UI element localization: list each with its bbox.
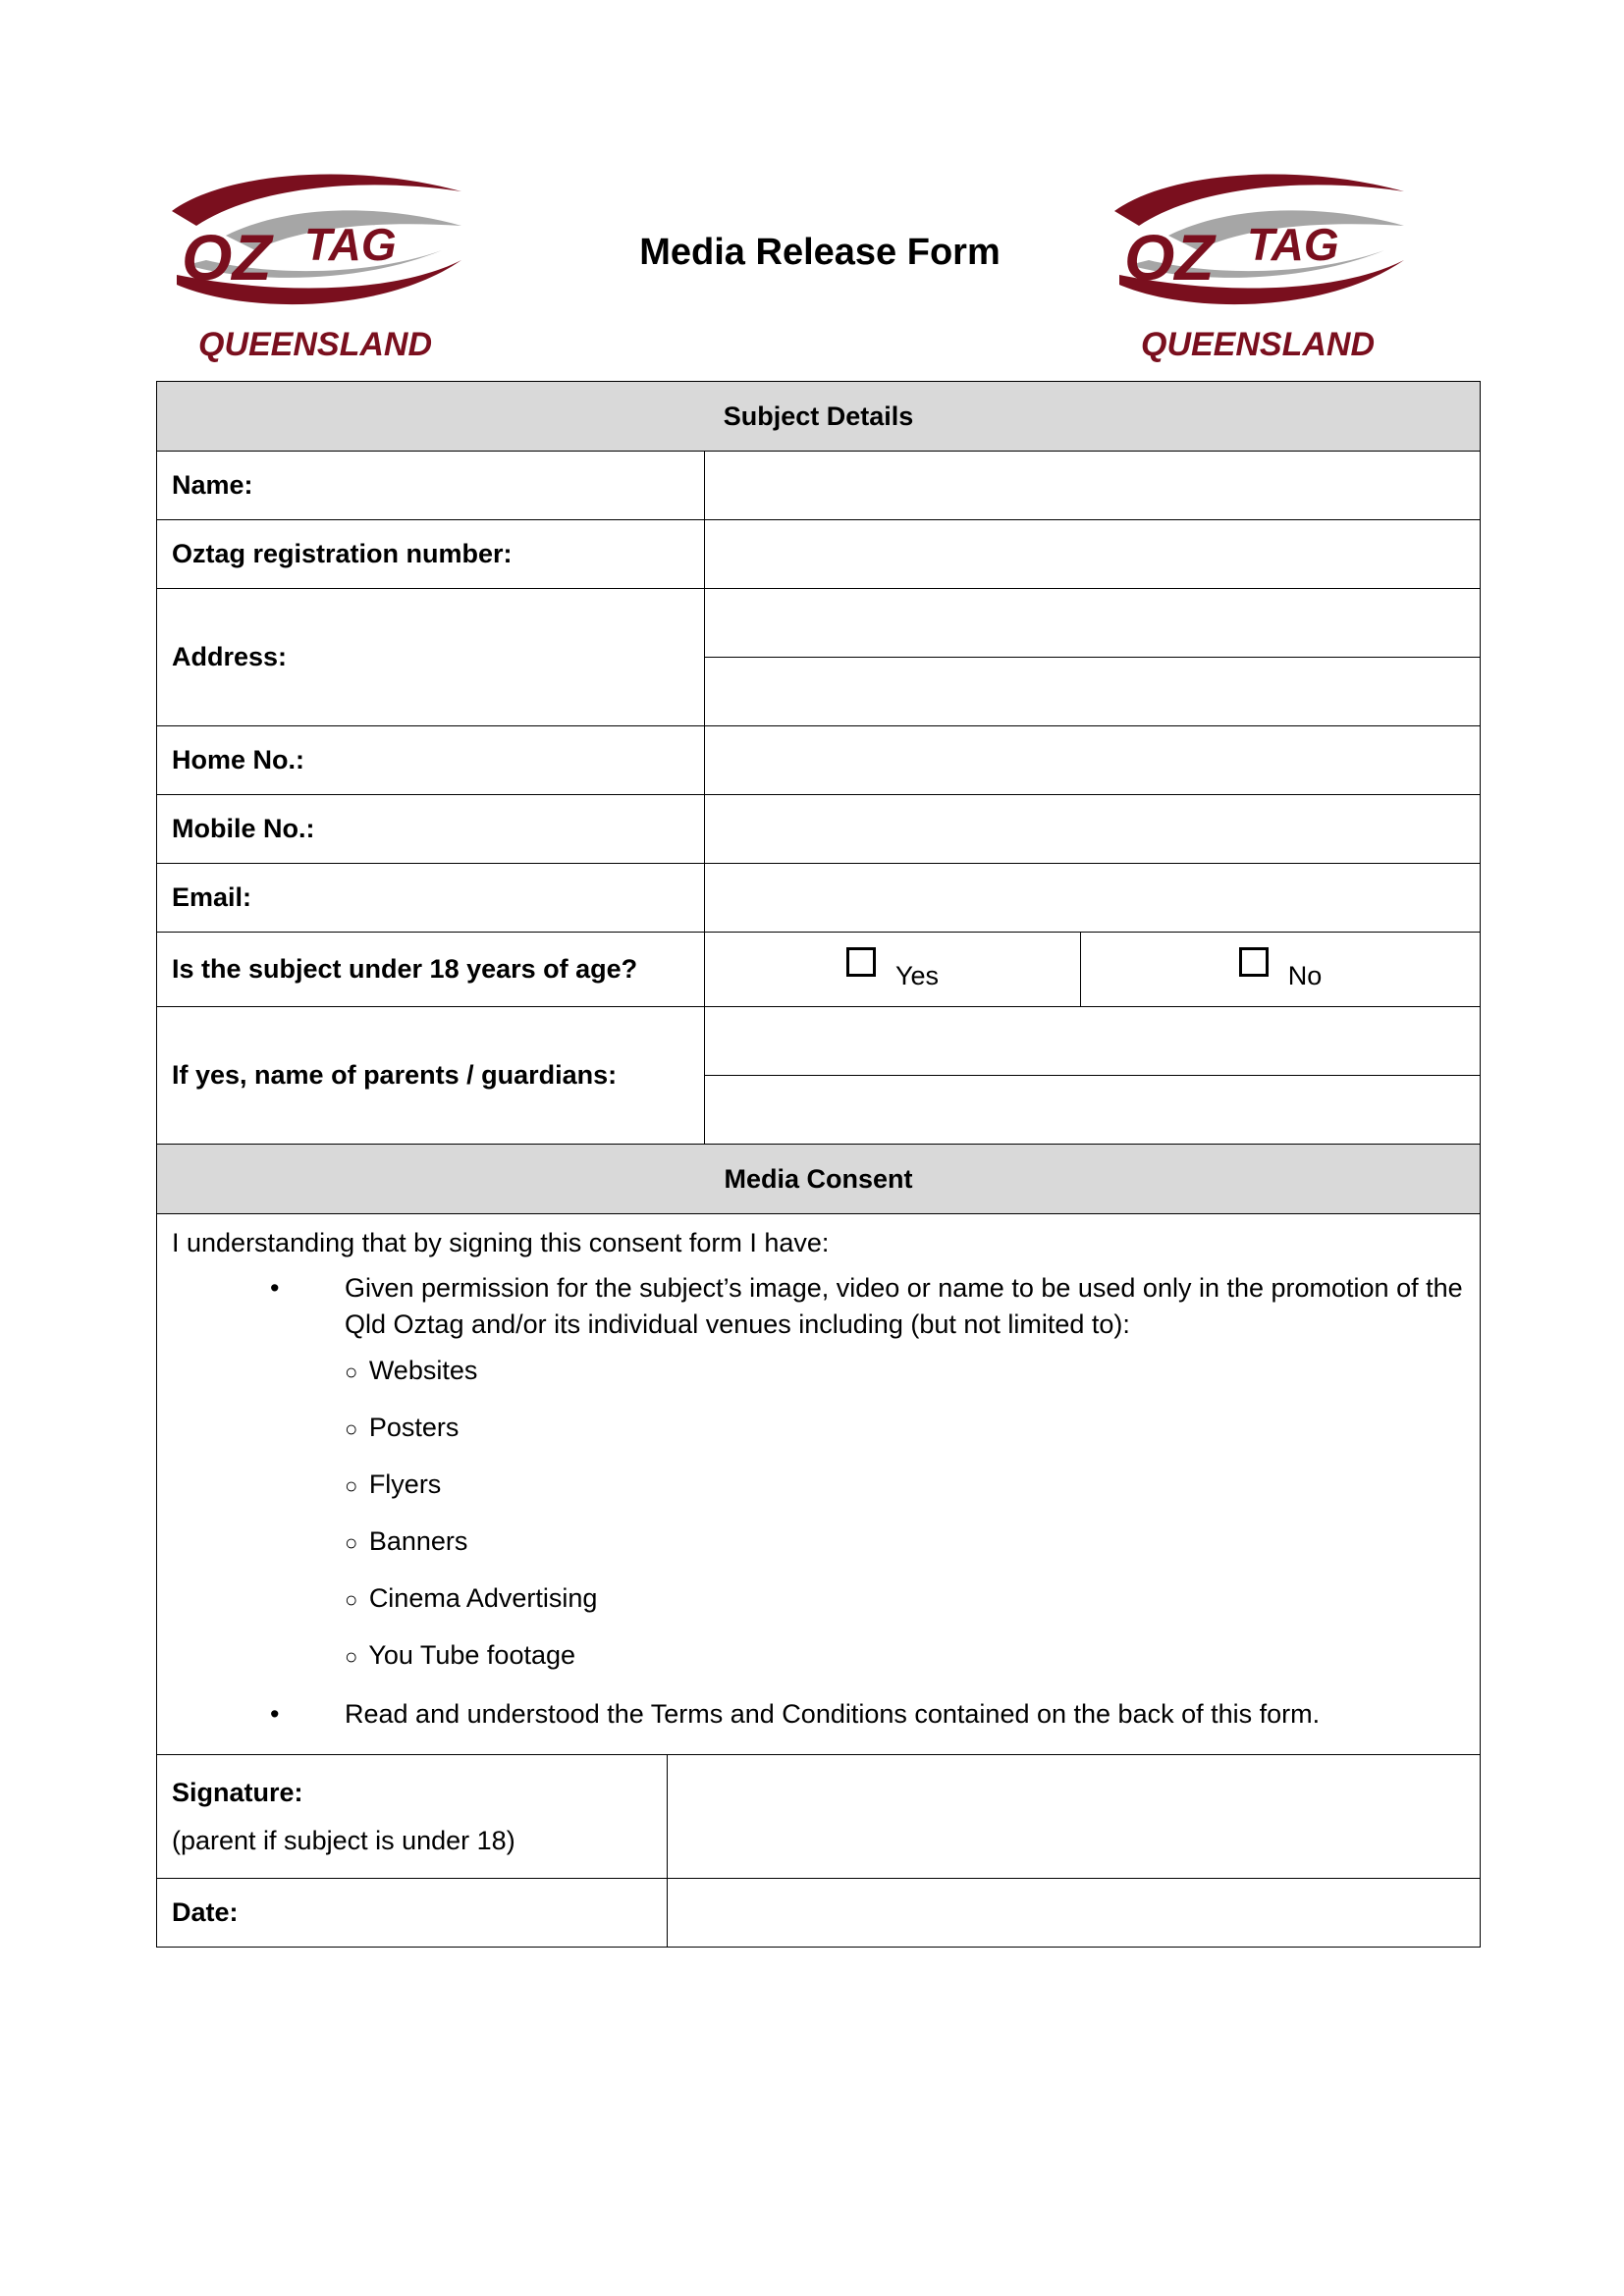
list-item: ○ Websites: [345, 1356, 478, 1385]
parents-guardians-label: If yes, name of parents / guardians:: [157, 1007, 705, 1145]
under-18-label: Is the subject under 18 years of age?: [157, 933, 705, 1007]
name-field[interactable]: [705, 452, 1481, 520]
subject-details-heading: Subject Details: [157, 382, 1481, 452]
page-title: Media Release Form: [639, 232, 1001, 273]
circle-bullet-icon: ○: [345, 1473, 358, 1498]
circle-bullet-icon: ○: [345, 1416, 358, 1441]
yes-label: Yes: [894, 961, 940, 990]
consent-bullet-terms-text: Read and understood the Terms and Conditions contained on the back of this form.: [345, 1699, 1321, 1729]
bullet-icon: •: [270, 1273, 280, 1303]
list-item: ○ Flyers: [345, 1469, 442, 1499]
no-checkbox[interactable]: [1239, 947, 1269, 977]
media-consent-body: [157, 1214, 1481, 1755]
svg-text:QUEENSLAND: QUEENSLAND: [1141, 326, 1376, 363]
signature-label-cell: [157, 1755, 668, 1879]
svg-text:OZ: OZ: [1124, 221, 1215, 294]
circle-bullet-icon: ○: [345, 1360, 358, 1384]
no-option[interactable]: [1081, 933, 1481, 1007]
mobile-number-label: Mobile No.:: [157, 795, 705, 864]
name-label: Name:: [157, 452, 705, 520]
list-item: ○ Posters: [345, 1413, 460, 1442]
media-release-table: [156, 381, 1481, 1948]
home-number-field[interactable]: [705, 726, 1481, 795]
signature-label: Signature:: [172, 1777, 303, 1807]
media-consent-heading: Media Consent: [157, 1145, 1481, 1214]
yes-checkbox[interactable]: [846, 947, 876, 977]
list-item: ○ Cinema Advertising: [345, 1583, 598, 1613]
address-label: Address:: [157, 589, 705, 726]
circle-bullet-icon: ○: [345, 1530, 358, 1555]
svg-text:TAG: TAG: [1247, 219, 1339, 270]
registration-number-label: Oztag registration number:: [157, 520, 705, 589]
date-field[interactable]: [668, 1879, 1481, 1948]
svg-text:OZ: OZ: [182, 221, 272, 294]
registration-number-field[interactable]: [705, 520, 1481, 589]
date-label: Date:: [157, 1879, 668, 1948]
home-number-label: Home No.:: [157, 726, 705, 795]
oztag-queensland-logo-left: [167, 167, 471, 373]
list-item: ○ Banners: [345, 1526, 468, 1556]
email-label: Email:: [157, 864, 705, 933]
circle-bullet-icon: ○: [345, 1587, 358, 1612]
circle-bullet-icon: ○: [345, 1644, 358, 1669]
list-item: ○ You Tube footage: [345, 1640, 576, 1670]
no-label: No: [1287, 961, 1323, 990]
svg-text:QUEENSLAND: QUEENSLAND: [198, 326, 433, 363]
media-usage-list: [172, 1343, 1465, 1684]
consent-bullet-terms: [172, 1696, 1465, 1733]
parents-guardians-field-line-1[interactable]: [705, 1007, 1481, 1076]
signature-sublabel: (parent if subject is under 18): [172, 1825, 515, 1855]
consent-intro: I understanding that by signing this consent form I have:: [172, 1228, 830, 1257]
mobile-number-field[interactable]: [705, 795, 1481, 864]
consent-bullet-permission-text: Given permission for the subject’s image, video or name to be used only in the promotion of the Qld Oztag and/or its individual venues including (but not limited to):: [345, 1273, 1463, 1339]
yes-option[interactable]: [705, 933, 1081, 1007]
signature-field[interactable]: [668, 1755, 1481, 1879]
bullet-icon: •: [270, 1699, 280, 1729]
oztag-queensland-logo-right: [1110, 167, 1414, 373]
parents-guardians-field-line-2[interactable]: [705, 1076, 1481, 1145]
address-field-line-2[interactable]: [705, 658, 1481, 726]
consent-bullet-permission: [172, 1270, 1465, 1343]
address-field-line-1[interactable]: [705, 589, 1481, 658]
svg-text:TAG: TAG: [304, 219, 397, 270]
email-field[interactable]: [705, 864, 1481, 933]
